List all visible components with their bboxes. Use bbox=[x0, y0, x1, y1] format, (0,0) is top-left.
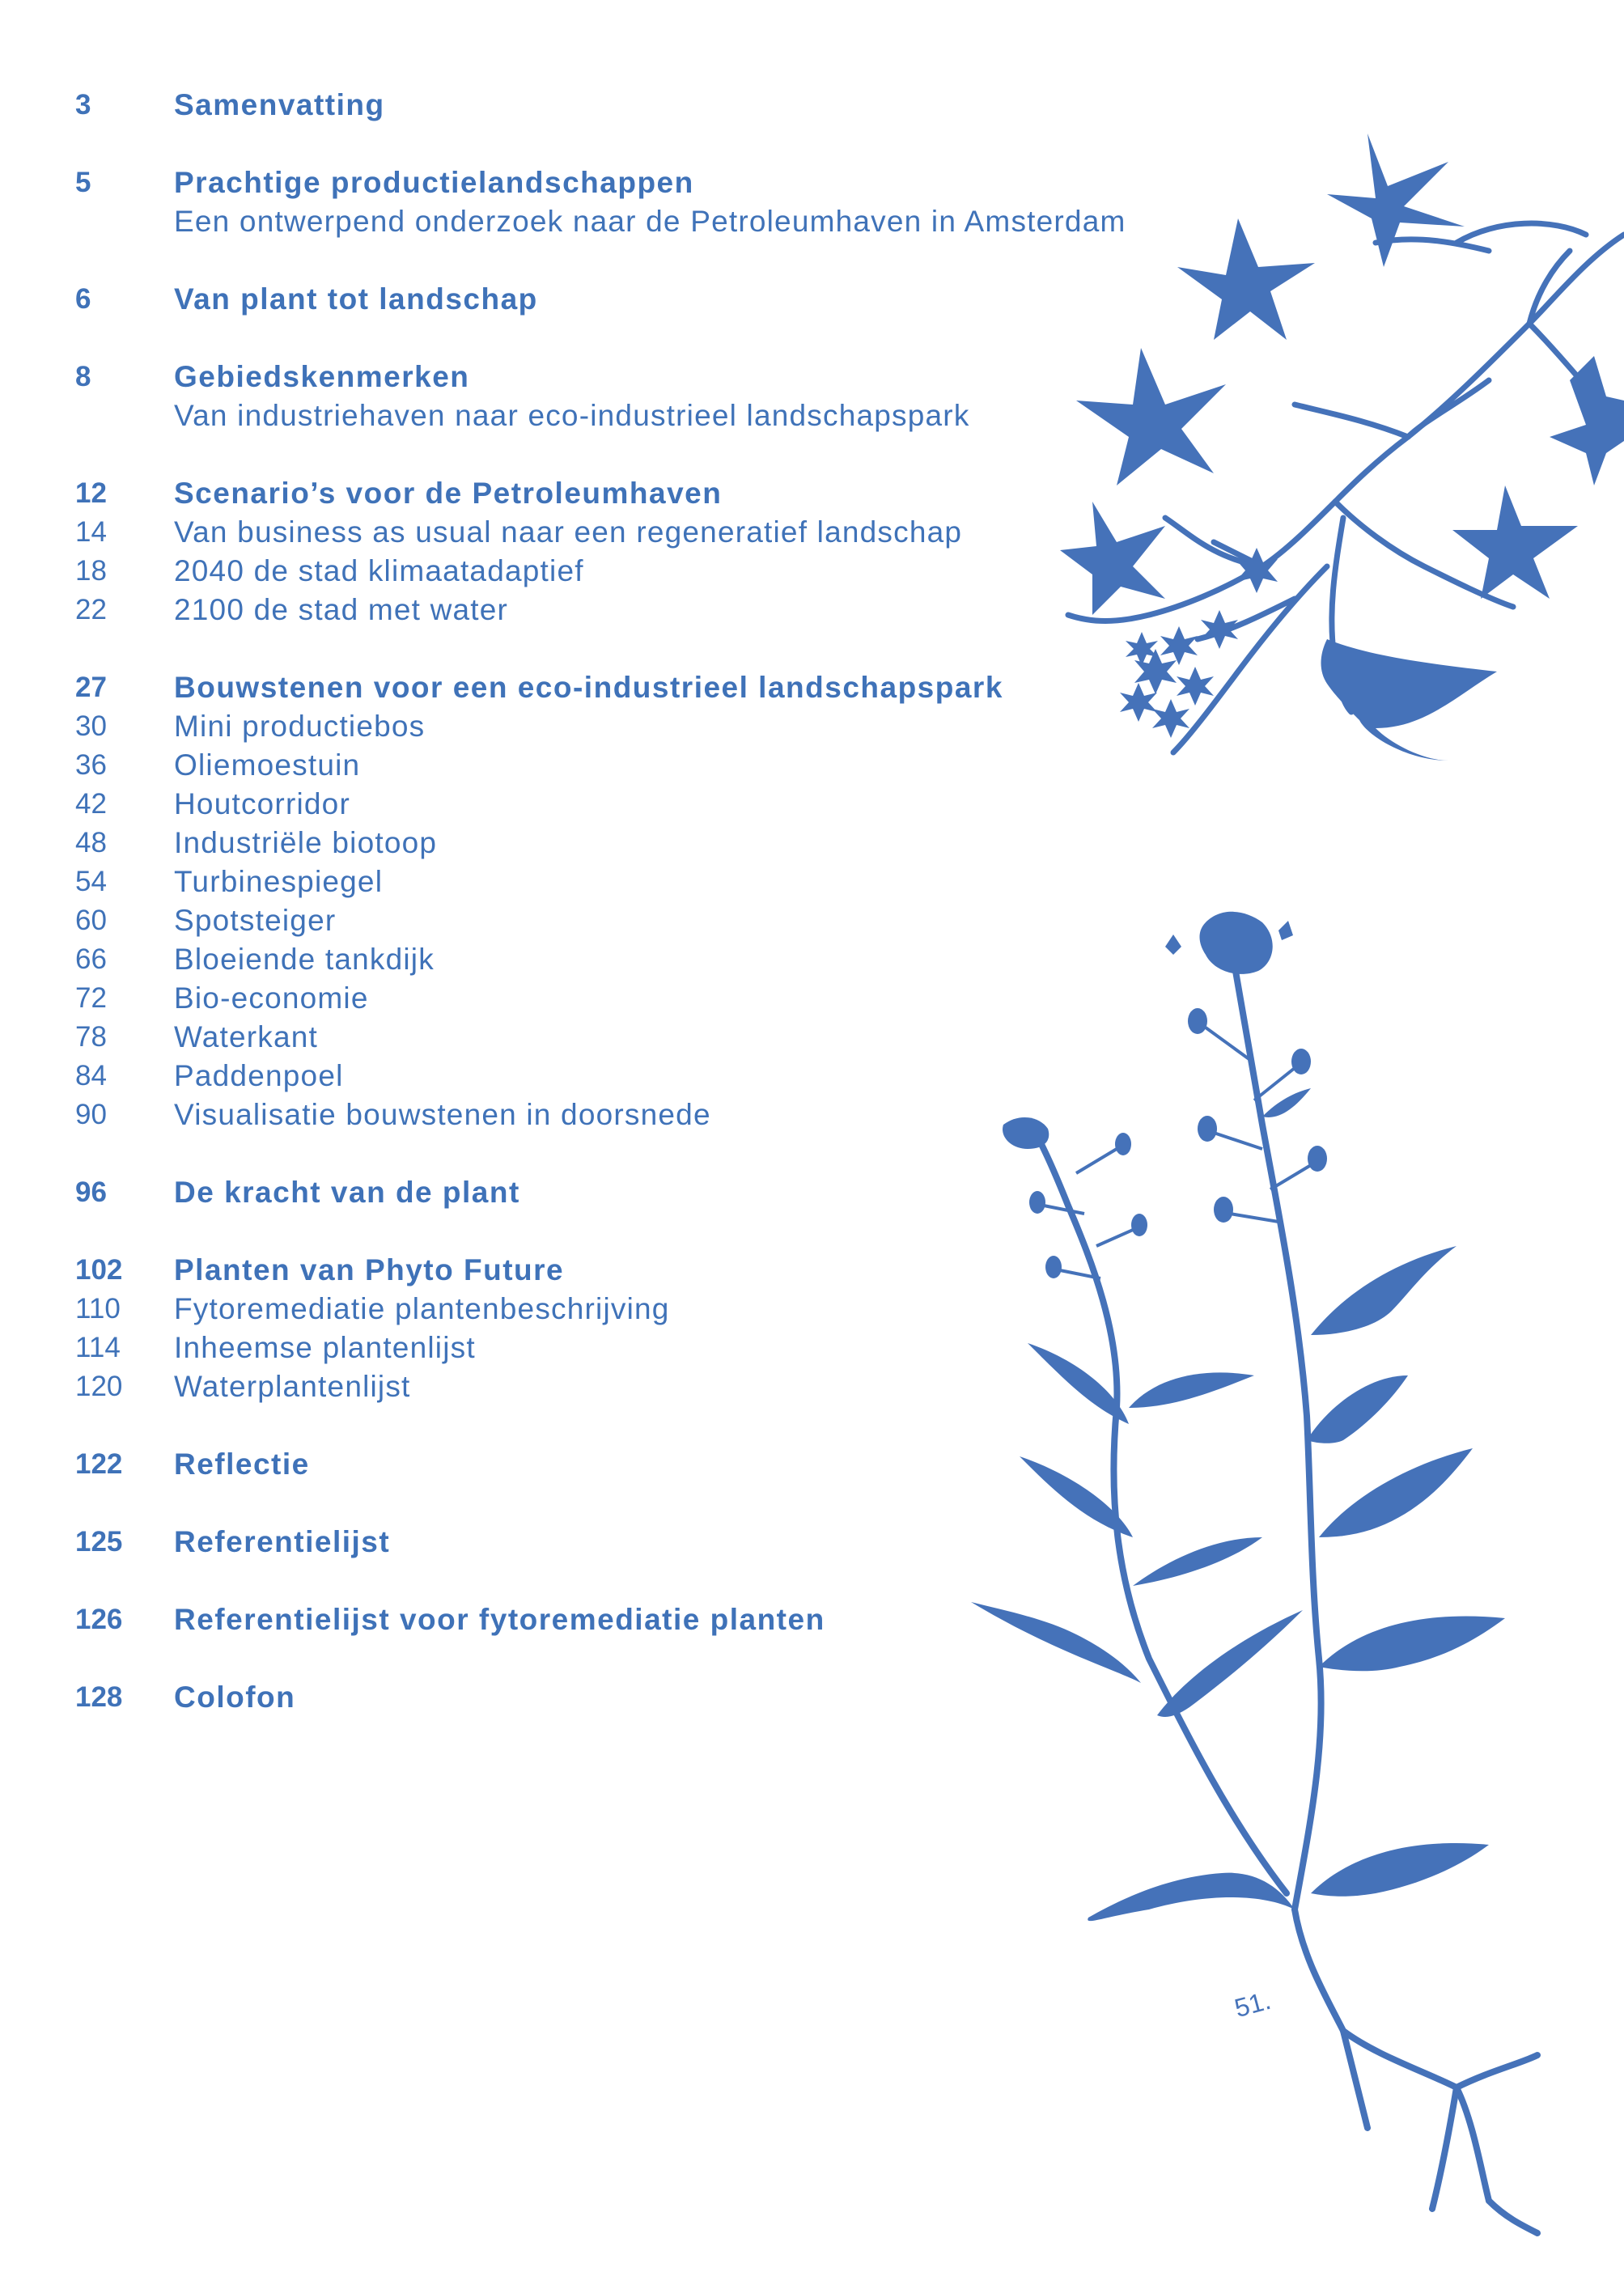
maple-branch-silhouette-icon bbox=[1060, 134, 1624, 761]
toc-page-number: 102 bbox=[75, 1254, 123, 1286]
toc-page-number: 122 bbox=[75, 1448, 123, 1480]
toc-title: Bloeiende tankdijk bbox=[174, 943, 435, 976]
toc-title: Samenvatting bbox=[174, 88, 385, 121]
toc-title: Bio-economie bbox=[174, 981, 369, 1015]
toc-page-number: 72 bbox=[75, 982, 107, 1014]
toc-title: Planten van Phyto Future bbox=[174, 1253, 565, 1286]
toc-title: Inheemse plantenlijst bbox=[174, 1331, 476, 1364]
toc-page-number: 48 bbox=[75, 827, 107, 858]
toc-page-number: 6 bbox=[75, 283, 91, 315]
toc-page-number: 8 bbox=[75, 361, 91, 392]
toc-page-number: 114 bbox=[75, 1332, 121, 1363]
toc-title: Industriële biotoop bbox=[174, 826, 438, 859]
toc-title: Spotsteiger bbox=[174, 904, 337, 937]
toc-title: De kracht van de plant bbox=[174, 1176, 520, 1209]
specimen-number: 51. bbox=[1231, 1985, 1274, 2024]
toc-page-number: 125 bbox=[75, 1526, 123, 1558]
toc-subtitle: Van industriehaven naar eco-industrieel landschapspark bbox=[174, 399, 970, 432]
toc-page-number: 14 bbox=[75, 516, 107, 548]
toc-subtitle: Een ontwerpend onderzoek naar de Petroleumhaven in Amsterdam bbox=[174, 205, 1126, 238]
toc-page-number: 18 bbox=[75, 555, 107, 587]
toc-title: Bouwstenen voor een eco-industrieel landschapspark bbox=[174, 671, 1003, 704]
toc-page-number: 27 bbox=[75, 672, 107, 703]
toc-page-number: 5 bbox=[75, 167, 91, 198]
toc-title: Oliemoestuin bbox=[174, 748, 361, 782]
toc-page-number: 22 bbox=[75, 594, 107, 625]
toc-page-number: 128 bbox=[75, 1681, 123, 1713]
toc-title: Colofon bbox=[174, 1681, 296, 1714]
toc-title: Mini productiebos bbox=[174, 710, 426, 743]
toc-page-number: 42 bbox=[75, 788, 107, 820]
toc-page-number: 120 bbox=[75, 1371, 123, 1402]
toc-title: Visualisatie bouwstenen in doorsnede bbox=[174, 1098, 711, 1131]
toc-page-number: 12 bbox=[75, 477, 107, 509]
toc-page-number: 78 bbox=[75, 1021, 107, 1053]
toc-page-number: 96 bbox=[75, 1176, 107, 1208]
toc-title: Fytoremediatie plantenbeschrijving bbox=[174, 1292, 670, 1325]
toc-title: Gebiedskenmerken bbox=[174, 360, 470, 393]
toc-title: Prachtige productielandschappen bbox=[174, 166, 694, 199]
toc-page-number: 84 bbox=[75, 1060, 107, 1091]
toc-page-number: 60 bbox=[75, 905, 107, 936]
toc-title: Van business as usual naar een regeneratief landschap bbox=[174, 515, 963, 549]
toc-title: Scenario’s voor de Petroleumhaven bbox=[174, 477, 723, 510]
flowering-plant-silhouette-icon bbox=[971, 912, 1537, 2233]
toc-title: Waterkant bbox=[174, 1020, 319, 1053]
toc-title: Van plant tot landschap bbox=[174, 282, 538, 316]
toc-title: Reflectie bbox=[174, 1447, 310, 1481]
toc-title: Turbinespiegel bbox=[174, 865, 384, 898]
toc-page-number: 3 bbox=[75, 89, 91, 121]
toc-title: 2040 de stad klimaatadaptief bbox=[174, 554, 584, 587]
toc-title: Referentielijst voor fytoremediatie planten bbox=[174, 1603, 825, 1636]
toc-title: Waterplantenlijst bbox=[174, 1370, 411, 1403]
toc-page-number: 36 bbox=[75, 749, 107, 781]
toc-title: Referentielijst bbox=[174, 1525, 391, 1558]
toc-title: Paddenpoel bbox=[174, 1059, 344, 1092]
toc-page-number: 110 bbox=[75, 1293, 121, 1325]
toc-page-number: 66 bbox=[75, 943, 107, 975]
toc-title: Houtcorridor bbox=[174, 787, 350, 820]
toc-page-number: 30 bbox=[75, 710, 107, 742]
toc-page-number: 54 bbox=[75, 866, 107, 897]
toc-page-number: 90 bbox=[75, 1099, 107, 1130]
toc-page-number: 126 bbox=[75, 1604, 123, 1635]
toc-title: 2100 de stad met water bbox=[174, 593, 509, 626]
